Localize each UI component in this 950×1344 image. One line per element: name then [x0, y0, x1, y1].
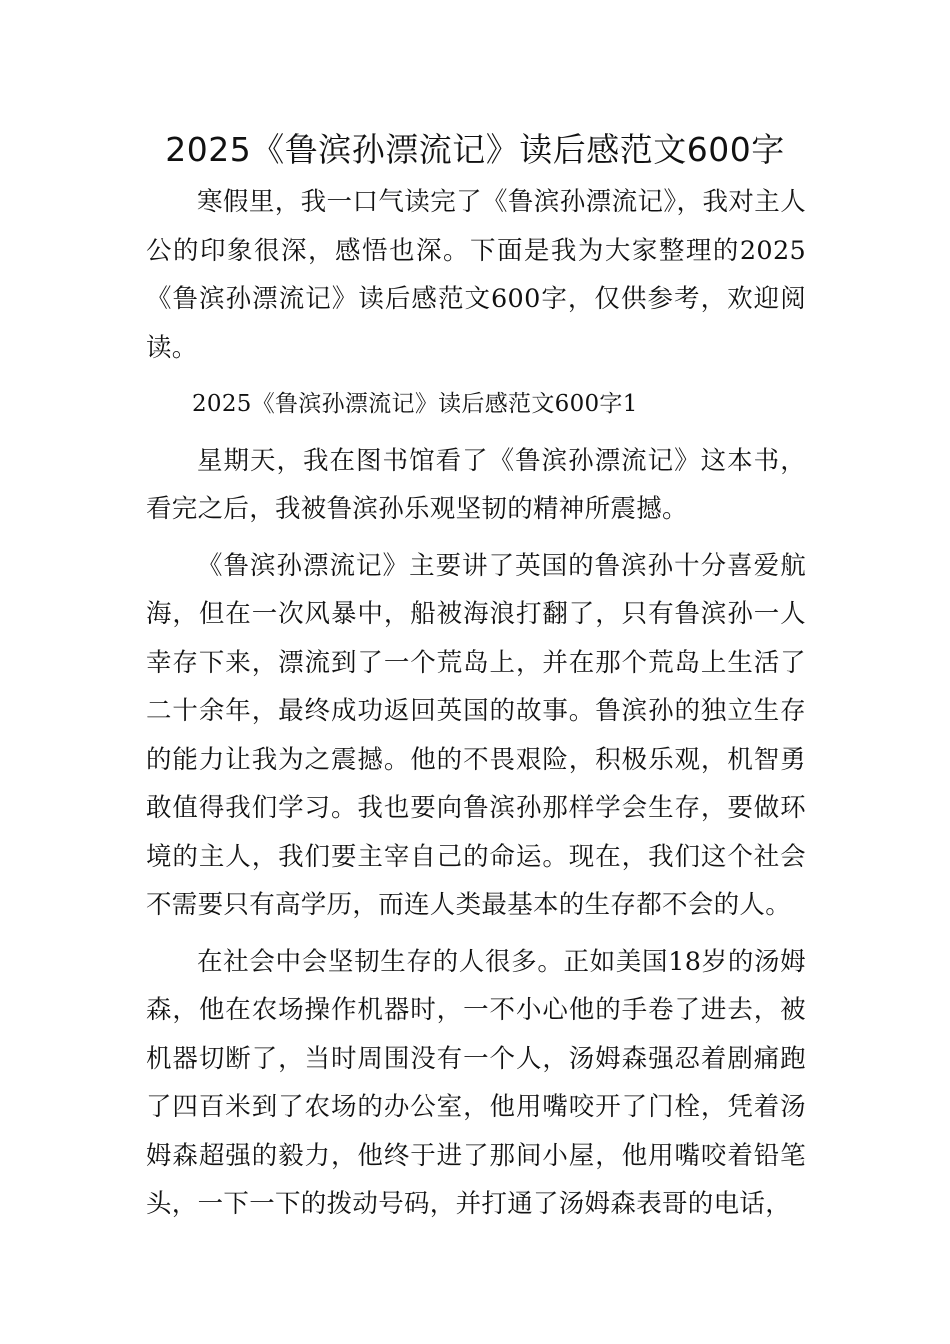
body-paragraph-2: 《鲁滨孙漂流记》主要讲了英国的鲁滨孙十分喜爱航海，但在一次风暴中，船被海浪打翻了，只有鲁滨孙一人幸存下来，漂流到了一个荒岛上，并在那个荒岛上生活了二十余年，最终成功返回英国的故事。鲁滨孙的独立生存的能力让我为之震撼。他的不畏艰险，积极乐观，机智勇敢值得我们学习。我也要向鲁滨孙那样学会生存，要做环境的主人，我们要主宰自己的命运。现在，我们这个社会不需要只有高学历，而连人类最基本的生存都不会的人。 [146, 550, 806, 920]
body-paragraph-1: 星期天，我在图书馆看了《鲁滨孙漂流记》这本书，看完之后，我被鲁滨孙乐观坚韧的精神所震撼。 [146, 445, 806, 524]
document-title: 2025《鲁滨孙漂流记》读后感范文600字 [165, 130, 785, 169]
body-paragraph-3: 在社会中会坚韧生存的人很多。正如美国18岁的汤姆森，他在农场操作机器时，一不小心他的手卷了进去，被机器切断了，当时周围没有一个人，汤姆森强忍着剧痛跑了四百米到了农场的办公室，他用嘴咬开了门栓，凭着汤姆森超强的毅力，他终于进了那间小屋，他用嘴咬着铅笔头，一下一下的拨动号码，并打通了汤姆森表哥的电话， [146, 946, 806, 1219]
intro-paragraph: 寒假里，我一口气读完了《鲁滨孙漂流记》，我对主人公的印象很深，感悟也深。下面是我为大家整理的2025《鲁滨孙漂流记》读后感范文600字，仅供参考，欢迎阅读。 [146, 187, 806, 363]
document-body [146, 178, 806, 1229]
section-heading: 2025《鲁滨孙漂流记》读后感范文600字1 [192, 391, 638, 417]
